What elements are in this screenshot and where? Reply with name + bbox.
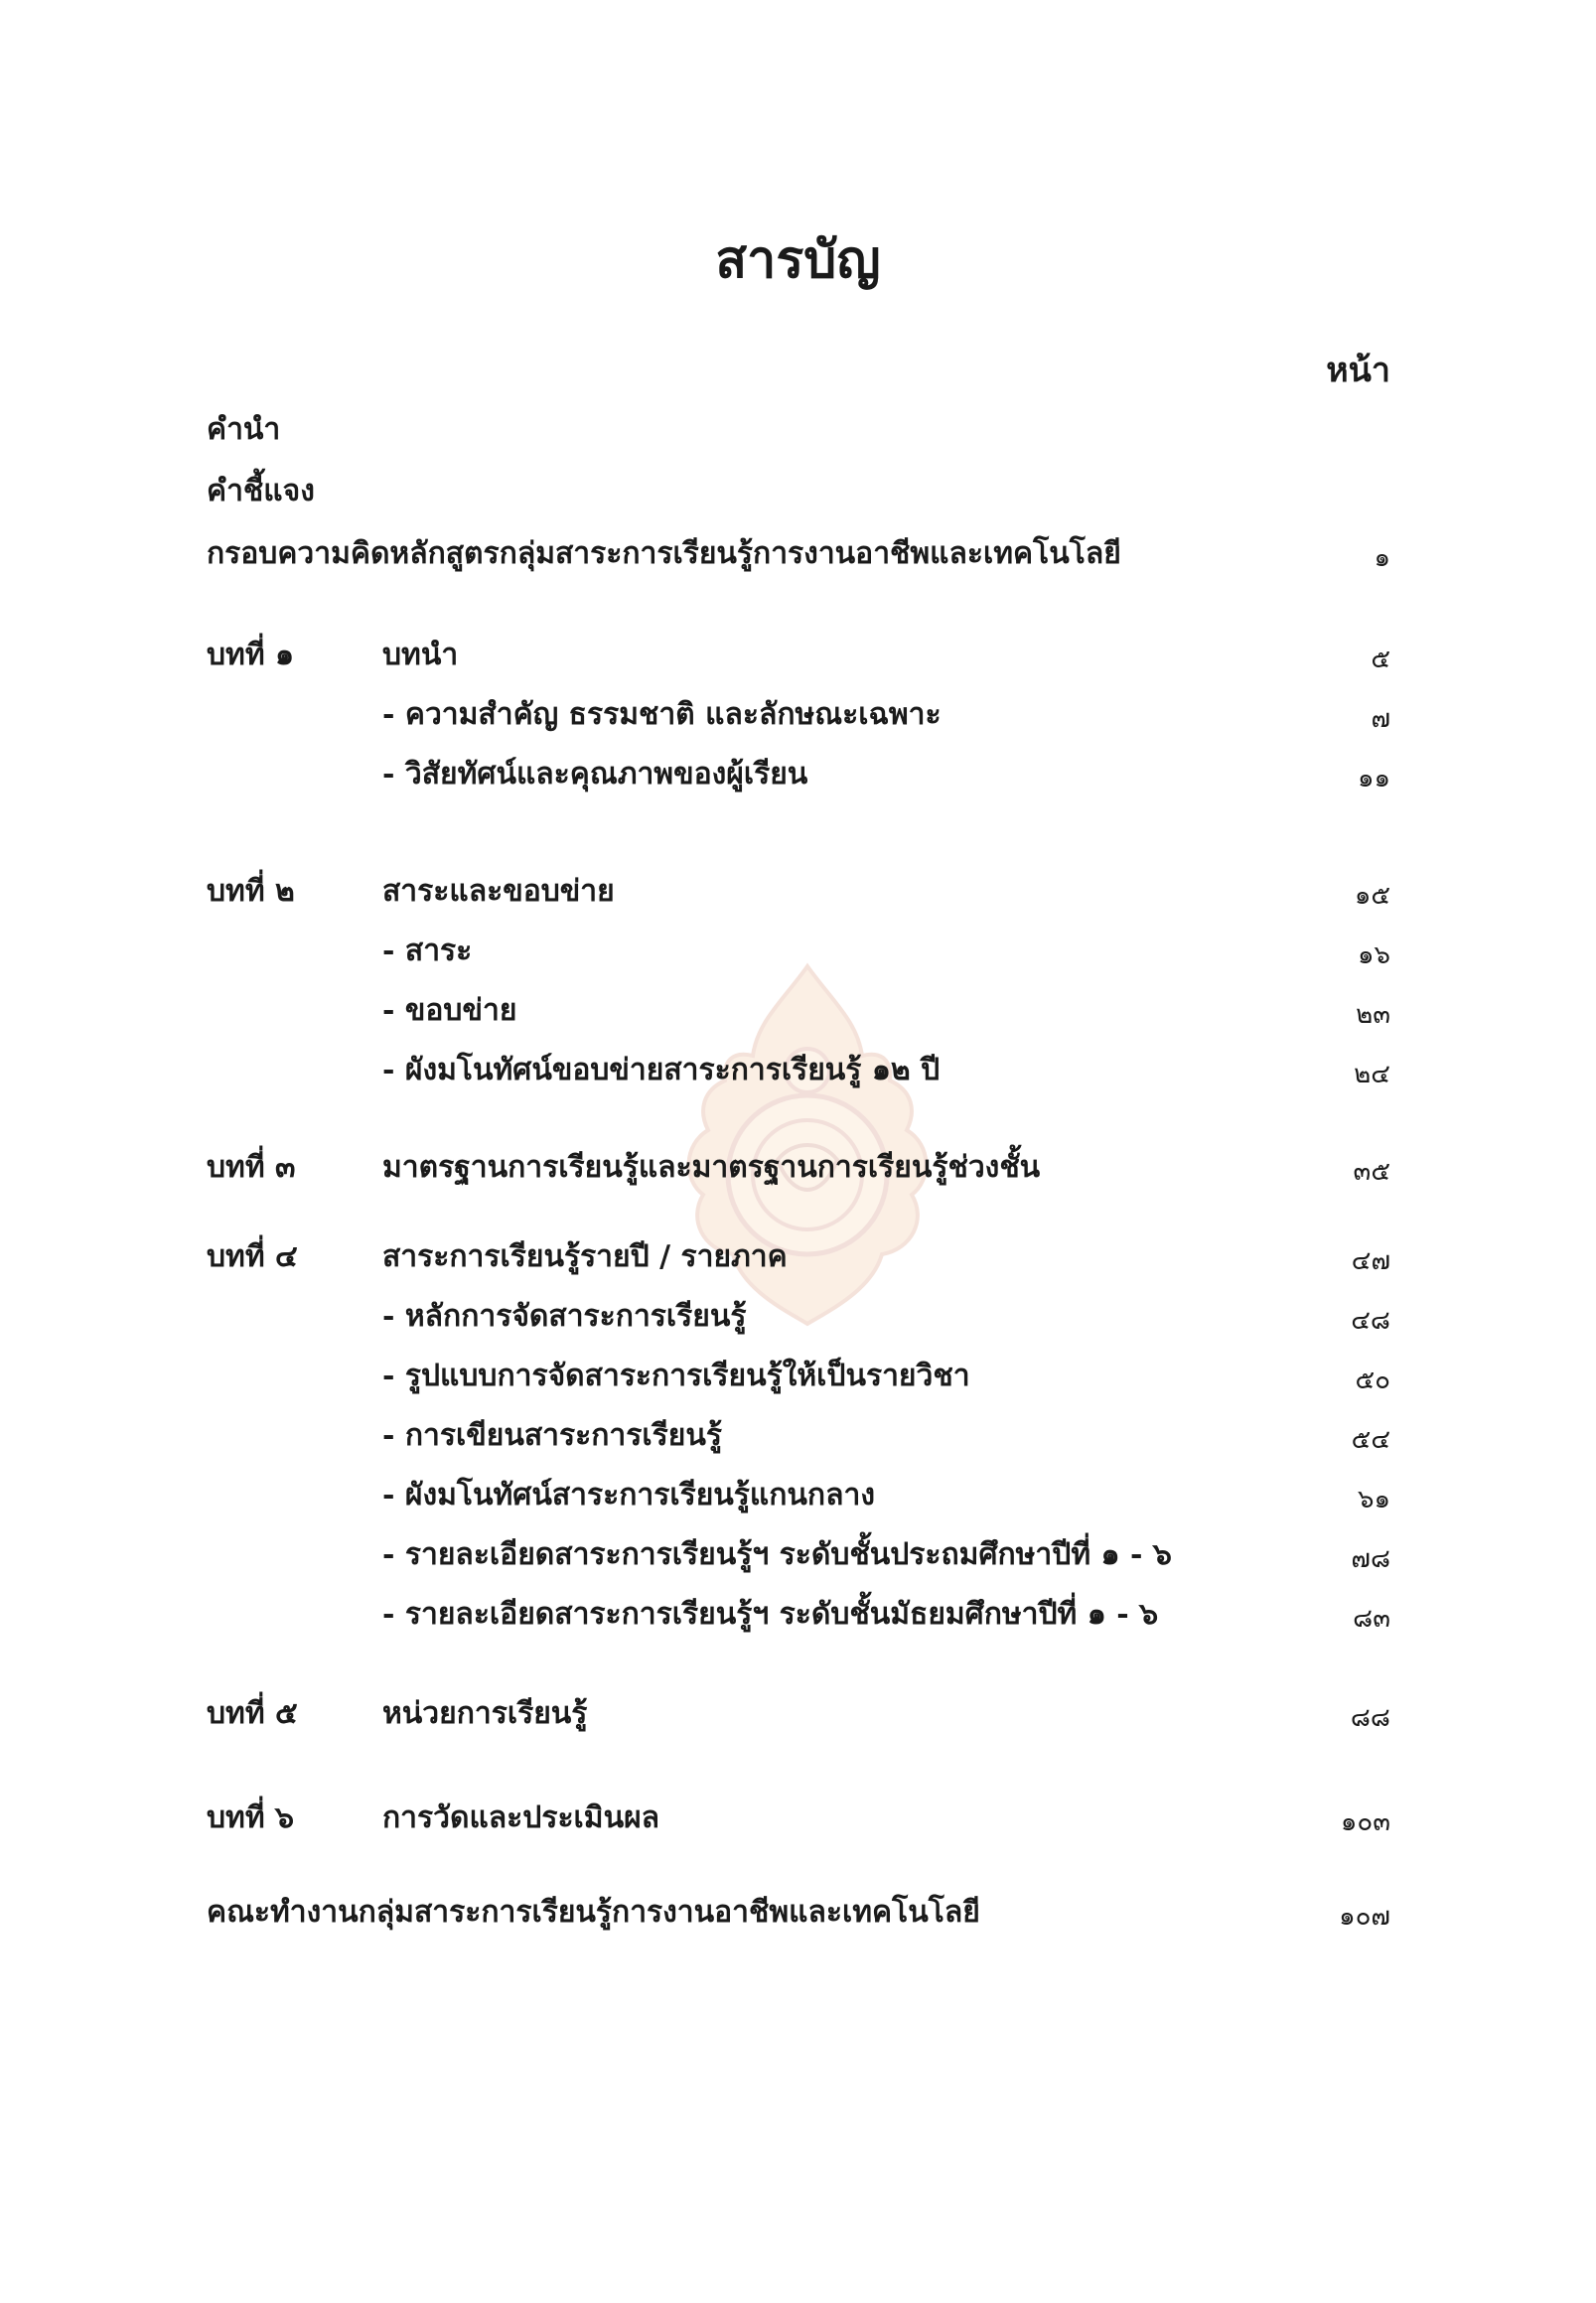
- toc-page-number: ๓๕: [1353, 1157, 1390, 1187]
- toc-entry: [0, 531, 1596, 577]
- toc-page-number: ๒๔: [1354, 1060, 1390, 1089]
- toc-entry-title: คณะทำงานกลุ่มสาระการเรียนรู้การงานอาชีพและเทคโนโลยี: [207, 1895, 980, 1930]
- toc-page-number: ๗๘: [1351, 1544, 1390, 1574]
- toc-entry: [0, 692, 1596, 738]
- toc-chapter-label: บทที่ ๔: [207, 1239, 298, 1274]
- toc-entry-title: มาตรฐานการเรียนรู้และมาตรฐานการเรียนรู้ช่วงชั้น: [382, 1150, 1041, 1185]
- toc-entry-title: - ขอบข่าย: [382, 993, 517, 1028]
- toc-entry-title: การวัดและประเมินผล: [382, 1800, 660, 1835]
- toc-page-number: ๑๐๓: [1340, 1807, 1390, 1837]
- toc-entry: [0, 1473, 1596, 1518]
- toc-entry: [0, 1532, 1596, 1578]
- toc-page-number: ๑๖: [1357, 940, 1390, 970]
- toc-page-number: ๒๓: [1356, 1000, 1390, 1030]
- toc-entry: [0, 929, 1596, 974]
- toc-entry: [0, 1592, 1596, 1638]
- toc-entry-title: - รูปแบบการจัดสาระการเรียนรู้ให้เป็นรายวิชา: [382, 1359, 970, 1393]
- toc-entry: [0, 1145, 1596, 1191]
- toc-entry: [0, 1691, 1596, 1737]
- toc-entry: [0, 869, 1596, 915]
- toc-entry: [0, 469, 1596, 514]
- toc-entry: [0, 407, 1596, 453]
- toc-entry-title: - สาระ: [382, 934, 473, 968]
- toc-entry: [0, 1234, 1596, 1280]
- toc-entry-title: - การเขียนสาระการเรียนรู้: [382, 1418, 722, 1453]
- toc-page-number: ๑: [1374, 543, 1390, 573]
- toc-entry-title: กรอบความคิดหลักสูตรกลุ่มสาระการเรียนรู้การงานอาชีพและเทคโนโลยี: [207, 536, 1121, 571]
- toc-page-number: ๗: [1371, 704, 1390, 734]
- toc-entry-title: - หลักการจัดสาระการเรียนรู้: [382, 1299, 747, 1334]
- toc-page-number: ๑๕: [1354, 881, 1390, 911]
- toc-chapter-label: บทที่ ๓: [207, 1150, 296, 1185]
- toc-chapter-label: บทที่ ๕: [207, 1696, 298, 1731]
- toc-entry: [0, 1294, 1596, 1340]
- toc-page-number: ๘๘: [1350, 1703, 1390, 1733]
- toc-entry-title: สาระและขอบข่าย: [382, 874, 615, 909]
- toc-entry-title: - ความสำคัญ ธรรมชาติ และลักษณะเฉพาะ: [382, 697, 942, 732]
- toc-entry-title: - ผังมโนทัศน์สาระการเรียนรู้แกนกลาง: [382, 1478, 875, 1512]
- toc-entry: [0, 752, 1596, 797]
- toc-entry-title: คำชี้แจง: [207, 474, 315, 508]
- toc-chapter-label: บทที่ ๑: [207, 638, 295, 672]
- toc-entry: [0, 1048, 1596, 1093]
- toc-page-number: ๔๗: [1351, 1246, 1390, 1276]
- toc-entry-title: - รายละเอียดสาระการเรียนรู้ฯ ระดับชั้นประถมศึกษาปีที่ ๑ - ๖: [382, 1537, 1172, 1572]
- toc-entry: [0, 1413, 1596, 1459]
- toc-entry-title: - วิสัยทัศน์และคุณภาพของผู้เรียน: [382, 757, 808, 792]
- toc-page-number: ๕๐: [1355, 1366, 1390, 1395]
- toc-entry: [0, 1354, 1596, 1399]
- toc-entry: [0, 1890, 1596, 1936]
- toc-page-number: ๑๐๗: [1339, 1902, 1390, 1932]
- toc-page-number: ๕: [1371, 645, 1390, 674]
- toc-entry: [0, 633, 1596, 678]
- toc-entry-title: - ผังมโนทัศน์ขอบข่ายสาระการเรียนรู้ ๑๒ ปี: [382, 1053, 941, 1087]
- toc-entry: [0, 1796, 1596, 1841]
- toc-entry: [0, 988, 1596, 1034]
- toc-entry-title: - รายละเอียดสาระการเรียนรู้ฯ ระดับชั้นมัธยมศึกษาปีที่ ๑ - ๖: [382, 1597, 1159, 1632]
- toc-entry-title: บทนำ: [382, 638, 459, 672]
- toc-chapter-label: บทที่ ๖: [207, 1800, 295, 1835]
- toc-page-number: ๕๔: [1351, 1425, 1390, 1455]
- page-title: สารบัญ: [715, 229, 881, 290]
- toc-chapter-label: บทที่ ๒: [207, 874, 295, 909]
- toc-entry-title: หน่วยการเรียนรู้: [382, 1696, 588, 1731]
- toc-page-number: ๔๘: [1351, 1306, 1390, 1336]
- toc-page-number: ๑๑: [1357, 764, 1390, 793]
- toc-page-number: ๖๑: [1357, 1485, 1390, 1514]
- page-column-header: หน้า: [1326, 351, 1390, 390]
- toc-entry-title: คำนำ: [207, 412, 281, 447]
- toc-entry-title: สาระการเรียนรู้รายปี / รายภาค: [382, 1239, 788, 1274]
- toc-page-number: ๘๓: [1353, 1604, 1390, 1634]
